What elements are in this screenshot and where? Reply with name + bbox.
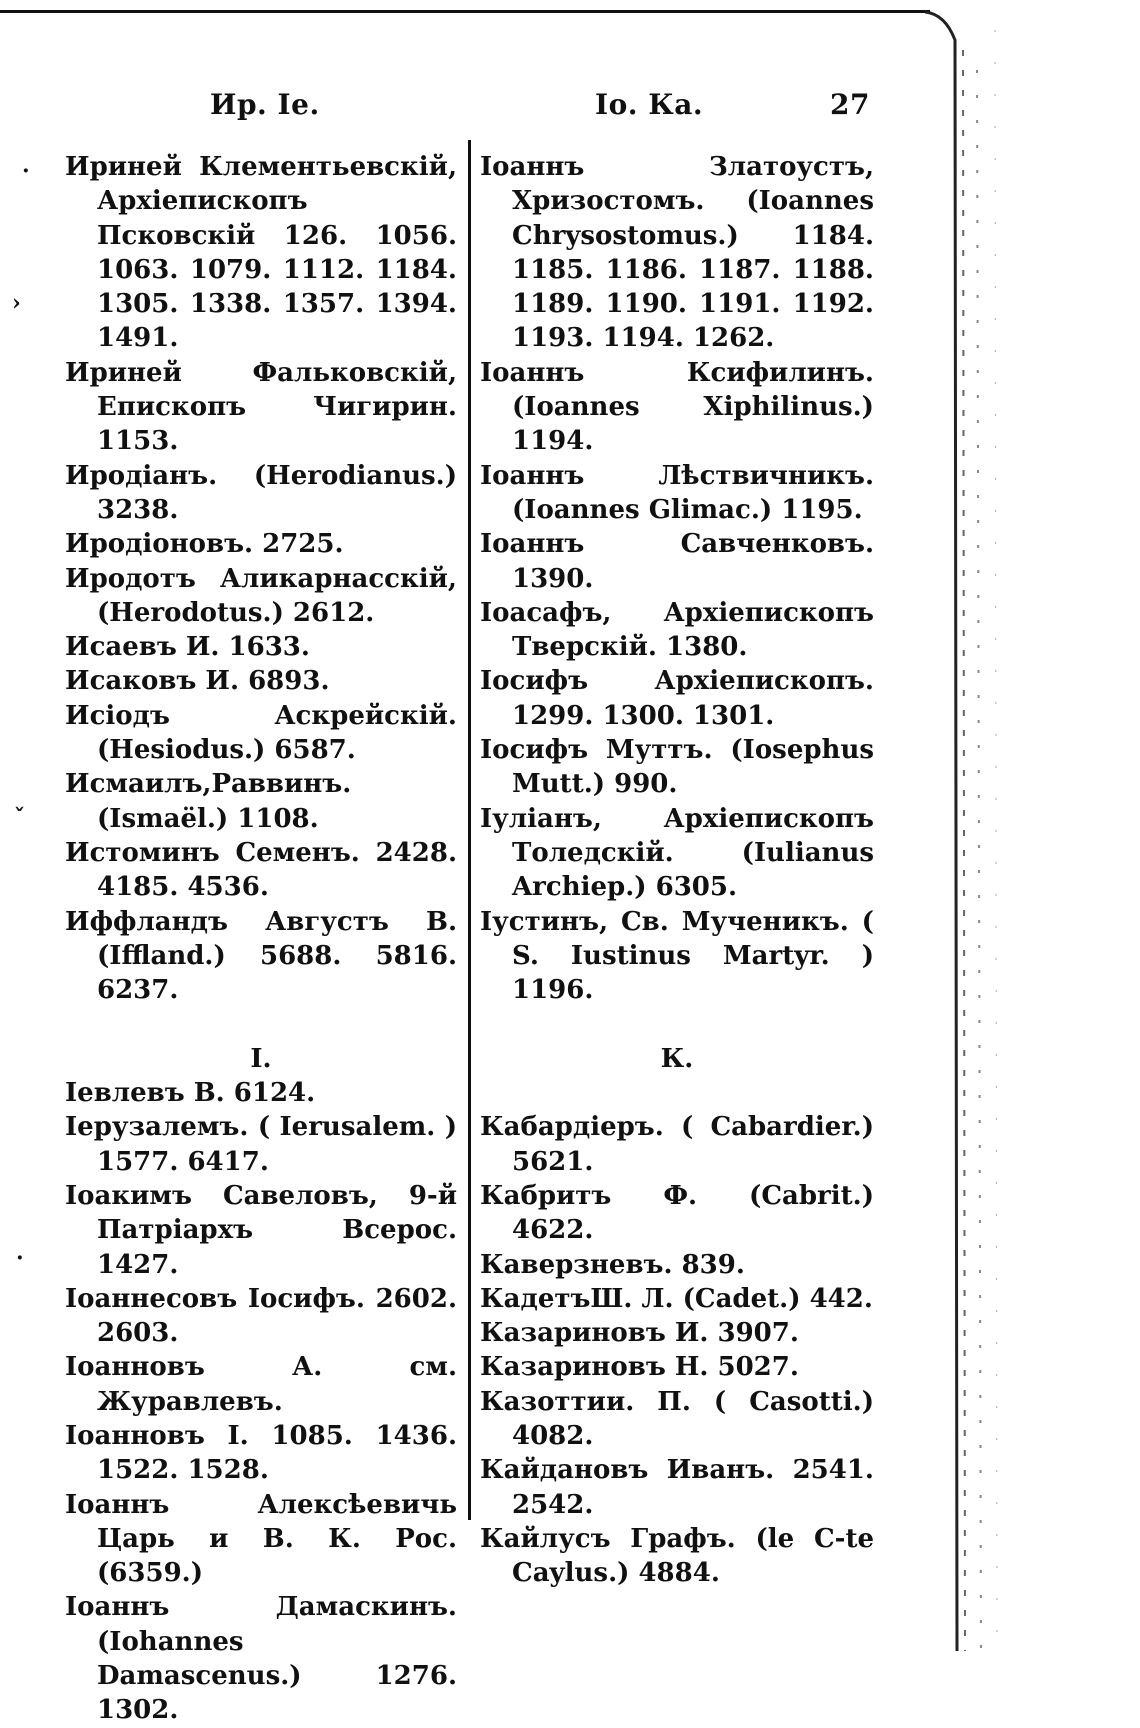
running-head-right: Іо. Ка.	[595, 88, 704, 121]
page-number: 27	[830, 88, 870, 121]
margin-mark: ·	[16, 1245, 24, 1271]
section-gap	[480, 1076, 874, 1110]
index-entry: Исіодъ Аскрейскій. (Hesiodus.) 6587.	[65, 700, 457, 766]
index-entry: Иродіанъ. (Herodianus.) 3238.	[65, 460, 457, 525]
page-spine-edge	[925, 10, 1140, 1651]
index-entry: Каверзневъ. 839.	[480, 1249, 745, 1280]
index-entry: Іосифъ Архіепископъ. 1299. 1300. 1301.	[480, 666, 874, 731]
index-entry: Кайлусъ Графъ. (le C-te Caylus.) 4884.	[480, 1523, 874, 1589]
index-entry: Ириней Клементьевскій, Архіепископъ Псковскій 126. 1056. 1063. 1079. 1112. 1184. 1305. 1338. 1357. 1394. 1491.	[65, 152, 457, 354]
index-entry: Іоакимъ Савеловъ, 9-й Патріархъ Всерос. 1427.	[65, 1180, 457, 1280]
index-entry: Иродіоновъ. 2725.	[65, 529, 344, 560]
top-rule	[0, 10, 930, 13]
index-entry: Исмаилъ,Раввинъ.(Ismaël.) 1108.	[65, 769, 352, 834]
index-entry: Іоаннъ Дамаскинъ. (Iohannes Damascenus.) 1276. 1302.	[65, 1592, 457, 1726]
index-entry: Казоттии. П. ( Casotti.) 4082.	[480, 1386, 874, 1451]
section-letter-heading: I.	[250, 1043, 272, 1074]
index-entry: Іерузалемъ. ( Ierusalem. ) 1577. 6417.	[65, 1112, 457, 1177]
section-letter-heading: К.	[660, 1043, 694, 1074]
index-entry: Іоаннесовъ Іосифъ. 2602. 2603.	[65, 1283, 457, 1349]
index-entry: Иффландъ Августъ В. (Iffland.) 5688. 5816. 6237.	[65, 906, 457, 1006]
index-entry: Кайдановъ Иванъ. 2541. 2542.	[480, 1455, 874, 1520]
right-column	[480, 150, 874, 1590]
index-entry: Іоаннъ Савченковъ. 1390.	[480, 529, 874, 594]
index-entry: КадетъШ. Л. (Cadet.) 442.	[480, 1283, 873, 1314]
index-entry: Истоминъ Семенъ. 2428. 4185. 4536.	[65, 837, 457, 903]
index-entry: Исаковъ И. 6893.	[65, 666, 330, 697]
index-entry: Казариновъ Н. 5027.	[480, 1352, 799, 1383]
index-entry: Іоасафъ, Архіепископъ Тверскій. 1380.	[480, 597, 874, 663]
index-entry: Иродотъ Аликарнасскій, (Herodotus.) 2612.	[65, 563, 457, 628]
column-divider	[468, 140, 471, 1520]
section-gap	[65, 1007, 457, 1041]
margin-dot: ·	[22, 158, 30, 184]
index-entry: Исаевъ И. 1633.	[65, 632, 310, 663]
index-entry: Іоаннъ Алексѣевичь Царь и В. К. Рос. (6359.)	[65, 1489, 457, 1589]
index-entry: Іоанновъ А. см. Журавлевъ.	[65, 1352, 457, 1417]
index-entry: Іоаннъ Ксифилинъ. (Ioannes Xiphilinus.) 1194.	[480, 357, 874, 457]
index-entry: Іустинъ, Св. Мученикъ. ( S. Iustinus Martyr. ) 1196.	[480, 906, 874, 1006]
running-head-left: Ир. Іе.	[210, 88, 320, 121]
index-entry: Іевлевъ В. 6124.	[65, 1078, 316, 1109]
index-entry: Іосифъ Муттъ. (Iosephus Mutt.) 990.	[480, 735, 874, 800]
left-column	[65, 150, 457, 1728]
margin-mark: ›	[12, 290, 21, 316]
margin-mark: ˇ	[14, 805, 25, 831]
index-entry: Казариновъ И. 3907.	[480, 1318, 799, 1349]
index-entry: Кабритъ Ф. (Cabrit.) 4622.	[480, 1180, 874, 1246]
index-entry: Іоаннъ Лѣствичникъ. (Ioannes Glimac.) 1195.	[480, 460, 874, 525]
index-entry: Іоаннъ Златоустъ, Хризостомъ. (Ioannes Chrysostomus.) 1184. 1185. 1186. 1187. 1188. 1189. 1190. 1191. 1192. 1193. 1194. 1262.	[480, 152, 874, 354]
index-entry: Іуліанъ, Архіепископъ Толедскій. (Iulianus Archiep.) 6305.	[480, 803, 874, 903]
index-entry: Іоанновъ І. 1085. 1436. 1522. 1528.	[65, 1420, 457, 1486]
index-entry: Ириней Фальковскій, Епископъ Чигирин. 1153.	[65, 357, 457, 457]
index-entry: Кабардіеръ. ( Cabardier.) 5621.	[480, 1112, 874, 1177]
section-gap	[480, 1007, 874, 1041]
